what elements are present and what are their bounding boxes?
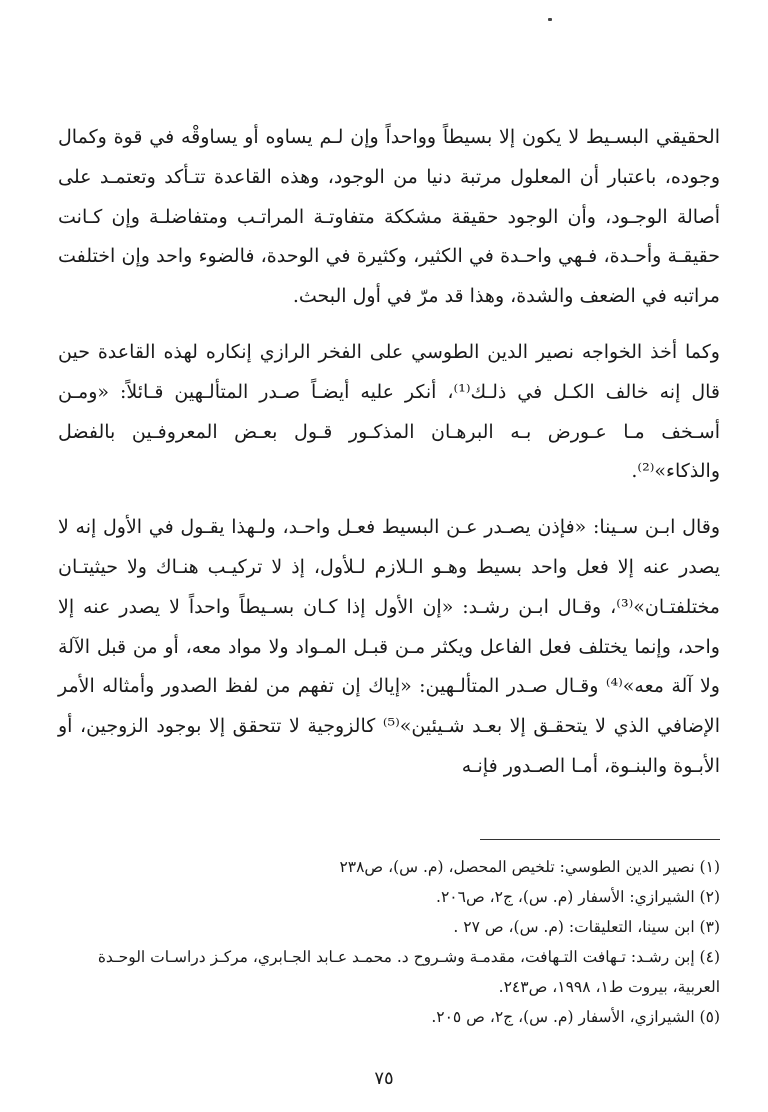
footnote-5: (٥) الشيرازي، الأسفار (م. س)، ج٢، ص ٢٠٥. bbox=[431, 1008, 720, 1026]
footnote-2: (٢) الشيرازي: الأسفار (م. س)، ج٢، ص٢٠٦. bbox=[436, 888, 720, 906]
page-number: ٧٥ bbox=[374, 1068, 394, 1089]
main-text bbox=[58, 118, 720, 803]
paragraph-3: وقال ابـن سـينا: «فإذن يصـدر عـن البسيط فعـل واحـد، ولـهذا يقـول في الأول إنه لا يصدر عنه إلا فعل واحد بسيط وهـو الـلازم لـلأول، إذ لا تركيـب هنـاك ولا حيثيتـان مختلفتـان»⁽³⁾، وقـال ابـن رشـد: «إن الأول إذا كـان بسـيطاً واحداً لا يصدر عنه إلا واحد، وإنما يختلف فعل الفاعل ويكثر مـن قبـل المـواد ولا مواد معه، أو من قبل الآلة ولا آلة معه»⁽⁴⁾ وقـال صـدر المتألـهين: «إياك إن تفهم من لفظ الصدور وأمثاله الأمر الإضافي الذي لا يتحقـق إلا بعـد شـيئين»⁽⁵⁾ كالزوجية لا تتحقق إلا بوجود الزوجين، أو الأبـوة والبنـوة، أمـا الصـدور فإنـه bbox=[58, 516, 720, 777]
footnote-divider bbox=[480, 839, 720, 840]
footnote-3: (٣) ابن سينا، التعليقات: (م. س)، ص ٢٧ . bbox=[453, 918, 720, 936]
footnotes bbox=[58, 852, 720, 1032]
paragraph-1: الحقيقي البسـيط لا يكون إلا بسيطاً وواحداً وإن لـم يساوه أو يساوقْه في قوة وكمال وجوده، باعتبار أن المعلول مرتبة دنيا من الوجود، وهذه القاعدة تتـأكد وتعتمـد على أصالة الوجـود، وأن الوجود حقيقة مشككة متفاوتـة المراتـب ومتفاضلـة وإن كـانت حقيقـة وأحـدة، فـهي واحـدة في الكثير، وكثيرة في الوحدة، فالضوء واحد وإن اختلفت مراتبه في الضعف والشدة، وهذا قد مرّ في أول البحث. bbox=[58, 126, 720, 308]
scan-speck bbox=[548, 18, 552, 21]
footnote-4: (٤) إبن رشـد: تـهافت التـهافت، مقدمـة وشـروح د. محمـد عـابد الجـابري، مركـز دراسـات الوحـدة العربية، بيروت ط١، ١٩٩٨، ص٢٤٣. bbox=[97, 948, 720, 996]
footnote-1: (١) نصير الدين الطوسي: تلخيص المحصل، (م. س)، ص٢٣٨ bbox=[339, 858, 720, 876]
paragraph-2: وكما أخذ الخواجه نصير الدين الطوسي على الفخر الرازي إنكاره لهذه القاعدة حين قال إنه خالف الكـل في ذلـك⁽¹⁾، أنكر عليه أيضـاً صـدر المتألـهين قـائلاً: «ومـن أسـخف مـا عـورض بـه البرهـان المذكـور قـول بعـض المعروفـين بالفضل والذكاء»⁽²⁾. bbox=[58, 340, 720, 483]
